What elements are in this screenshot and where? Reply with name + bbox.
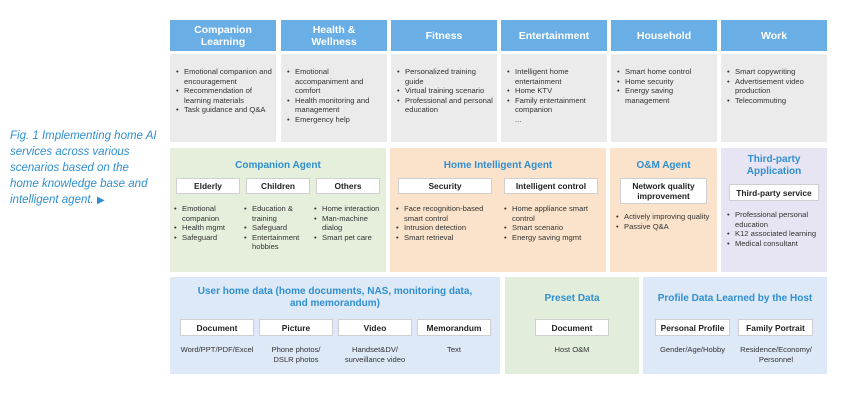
preset-data-panel — [505, 277, 639, 374]
list-item: • Medical consultant — [727, 239, 825, 249]
list-item: • Health mgmt — [174, 223, 242, 233]
list-item: • Entertainment hobbies — [244, 233, 312, 252]
personal-profile-label: Personal Profile — [655, 319, 730, 336]
family-portrait-desc: Residence/Economy/ Personnel — [740, 345, 812, 364]
list-item: • Emergency help — [287, 115, 383, 125]
list-item: • Smart pet care — [314, 233, 382, 243]
scenario-panel — [391, 54, 497, 142]
list-item: • Telecommuting — [727, 96, 823, 106]
list-item: • Education & training — [244, 204, 312, 223]
security-label: Security — [398, 178, 492, 194]
caption-text: Fig. 1 Implementing home AI services across various scenarios based on the home knowledge base and intelligent agent. — [10, 130, 157, 206]
preset-document-desc: Host O&M — [554, 345, 590, 354]
list-item: • Actively improving quality — [616, 212, 714, 222]
list-item: • Personalized training guide — [397, 67, 493, 86]
children-list — [244, 204, 312, 252]
scenario-panel — [721, 54, 827, 142]
scenario-panel — [501, 54, 607, 142]
list-item: • Virtual training scenario — [397, 86, 493, 96]
video-desc: Handset&DV/ surveillance video — [344, 345, 406, 364]
third-party-list — [727, 210, 825, 248]
list-item: • Home KTV — [507, 86, 603, 96]
scenario-list — [397, 67, 493, 115]
profile-data-title: Profile Data Learned by the Host — [657, 293, 813, 304]
home-agent-title: Home Intelligent Agent — [443, 160, 553, 171]
user-data-panel — [170, 277, 500, 374]
elderly-label: Elderly — [176, 178, 240, 194]
children-label: Children — [246, 178, 310, 194]
list-item: • Man-machine dialog — [314, 214, 382, 233]
list-item: • Smart retrieval — [396, 233, 498, 243]
list-item: • Face recognition-based smart control — [396, 204, 498, 223]
list-item: • Health monitoring and management — [287, 96, 383, 115]
family-portrait-label: Family Portrait — [738, 319, 813, 336]
list-item: • Emotional accompaniment and comfort — [287, 67, 383, 96]
picture-desc: Phone photos/ DSLR photos — [271, 345, 321, 364]
list-item: • Family entertainment companion — [507, 96, 603, 115]
security-list — [396, 204, 498, 242]
scenario-list — [176, 67, 272, 115]
arrow-right-icon: ▶ — [96, 195, 105, 206]
home-agent-panel — [390, 148, 606, 272]
scenario-list — [727, 67, 823, 105]
third-party-service-label: Third-party service — [729, 184, 819, 201]
list-item: • K12 associated learning — [727, 229, 825, 239]
scenario-header: Fitness — [391, 20, 497, 51]
personal-profile-desc: Gender/Age/Hobby — [659, 345, 725, 354]
list-item: • Smart home control — [617, 67, 713, 77]
list-item: • Passive Q&A — [616, 222, 714, 232]
list-item: • Home appliance smart control — [504, 204, 604, 223]
scenario-header: Household — [611, 20, 717, 51]
list-item: • Intrusion detection — [396, 223, 498, 233]
list-item: • Safeguard — [244, 223, 312, 233]
companion-agent-title: Companion Agent — [235, 160, 321, 171]
elderly-list — [174, 204, 242, 242]
list-item: • Home interaction — [314, 204, 382, 214]
user-data-title: User home data (home documents, NAS, monitoring data, and memorandum) — [197, 286, 473, 309]
others-label: Others — [316, 178, 380, 194]
document-label: Document — [180, 319, 254, 336]
preset-data-title: Preset Data — [544, 293, 600, 304]
figure-caption — [10, 128, 160, 209]
network-quality-label: Network quality improvement — [620, 178, 707, 204]
scenario-list — [287, 67, 383, 125]
list-item: • Professional and personal education — [397, 96, 493, 115]
scenario-list — [507, 67, 603, 125]
memorandum-desc: Text — [447, 345, 461, 354]
scenario-panel — [170, 54, 276, 142]
companion-agent-panel — [170, 148, 386, 272]
list-item: • Smart scenario — [504, 223, 604, 233]
om-list — [616, 212, 714, 231]
scenario-header: Companion Learning — [170, 20, 276, 51]
list-item: • Advertisement video production — [727, 77, 823, 96]
list-item: • Smart copywriting — [727, 67, 823, 77]
memorandum-label: Memorandum — [417, 319, 491, 336]
scenario-header: Entertainment — [501, 20, 607, 51]
scenario-panel — [281, 54, 387, 142]
intelligent-control-list — [504, 204, 604, 242]
list-item: • Recommendation of learning materials — [176, 86, 272, 105]
picture-label: Picture — [259, 319, 333, 336]
list-item-ellipsis: ... — [515, 114, 522, 124]
list-item: • Emotional companion — [174, 204, 242, 223]
video-label: Video — [338, 319, 412, 336]
om-agent-panel — [610, 148, 717, 272]
list-item: • Energy saving mgmt — [504, 233, 604, 243]
scenario-list — [617, 67, 713, 105]
intelligent-control-label: Intelligent control — [504, 178, 598, 194]
third-party-title: Third-party Application — [746, 154, 802, 177]
list-item: • Professional personal education — [727, 210, 825, 229]
scenario-panel — [611, 54, 717, 142]
others-list — [314, 204, 382, 242]
third-party-panel — [721, 148, 827, 272]
om-agent-title: O&M Agent — [636, 160, 691, 171]
list-item: • Energy saving management — [617, 86, 713, 105]
list-item: • Emotional companion and encouragement — [176, 67, 272, 86]
profile-data-panel — [643, 277, 827, 374]
list-item: • Home security — [617, 77, 713, 87]
scenario-header: Health & Wellness — [281, 20, 387, 51]
list-item: • Task guidance and Q&A — [176, 105, 272, 115]
list-item: • Safeguard — [174, 233, 242, 243]
preset-document-label: Document — [535, 319, 609, 336]
list-item: • Intelligent home entertainment — [507, 67, 603, 86]
scenario-header: Work — [721, 20, 827, 51]
document-desc: Word/PPT/PDF/Excel — [180, 345, 254, 354]
